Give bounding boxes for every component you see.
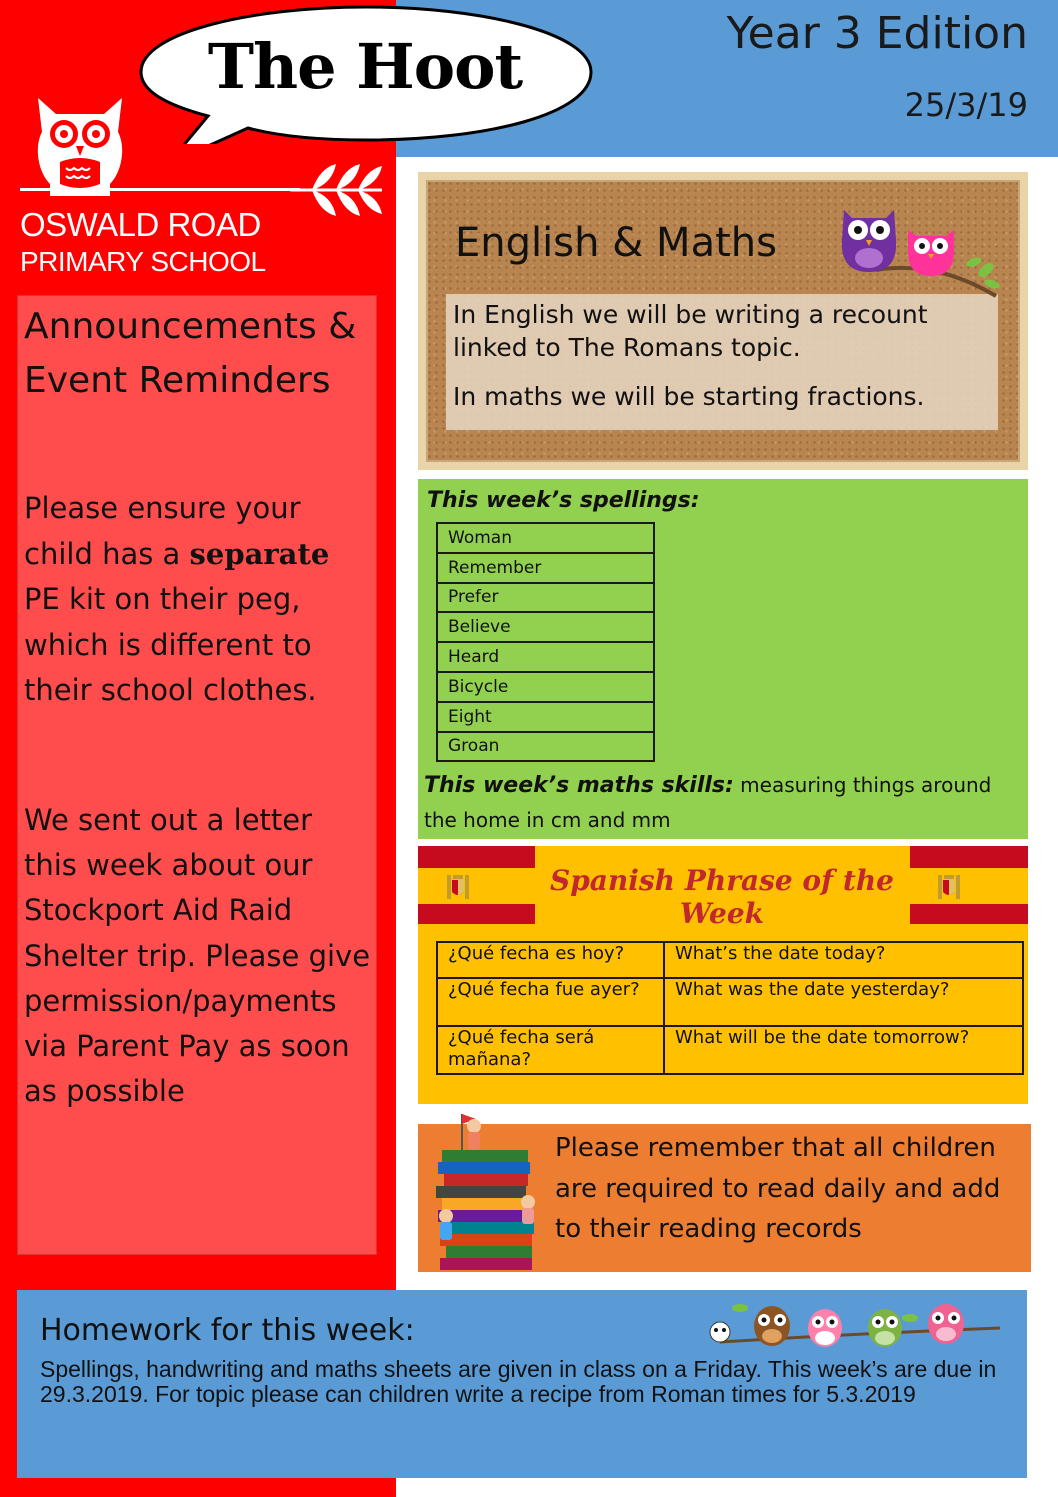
maths-skills-text: measuring things around the home in cm and mm <box>424 773 992 832</box>
edition-label: Year 3 Edition <box>726 8 1028 59</box>
spelling-word: Believe <box>437 612 654 642</box>
spanish-phrase: ¿Qué fecha es hoy? <box>437 942 664 978</box>
newsletter-title: The Hoot <box>207 30 523 103</box>
flag-stripe <box>910 846 1028 868</box>
coat-of-arms-icon <box>443 872 473 902</box>
maths-skills <box>424 768 1024 838</box>
pe-kit-reminder: Please ensure your child has a separate PE kit on their peg, which is different to their school clothes. <box>24 491 330 707</box>
leaves-icon <box>290 160 385 230</box>
spelling-word: Heard <box>437 642 654 672</box>
english-translation: What’s the date today? <box>664 942 1023 978</box>
table-row <box>437 1026 1023 1074</box>
reading-reminder: Please remember that all children are required to read daily and add to their reading records <box>555 1133 1001 1244</box>
table-row <box>437 583 654 613</box>
table-row <box>437 523 654 553</box>
homework-title: Homework for this week: <box>40 1313 415 1348</box>
logo-divider <box>20 188 300 191</box>
announcements-title: Announcements & Event Reminders <box>24 306 357 401</box>
table-row <box>437 702 654 732</box>
flag-stripe <box>418 846 535 868</box>
book-stack-icon <box>428 1110 550 1280</box>
spanish-phrase: ¿Qué fecha será mañana? <box>437 1026 664 1074</box>
english-maths-title: English & Maths <box>455 220 777 266</box>
coat-of-arms-icon <box>934 872 964 902</box>
spelling-word: Groan <box>437 732 654 762</box>
maths-text: In maths we will be starting fractions. <box>453 382 925 411</box>
spellings-title: This week’s spellings: <box>427 488 700 513</box>
spellings-table <box>436 522 655 762</box>
owls-row-icon <box>700 1298 1010 1358</box>
emphasis-separate: separate <box>189 536 330 571</box>
spanish-phrase: ¿Qué fecha fue ayer? <box>437 978 664 1026</box>
table-row <box>437 978 1023 1026</box>
owls-on-branch-icon <box>836 200 1001 300</box>
spelling-word: Bicycle <box>437 672 654 702</box>
spelling-word: Remember <box>437 553 654 583</box>
table-row <box>437 942 1023 978</box>
table-row <box>437 672 654 702</box>
spelling-word: Woman <box>437 523 654 553</box>
table-row <box>437 732 654 762</box>
english-translation: What was the date yesterday? <box>664 978 1023 1026</box>
spelling-word: Prefer <box>437 583 654 613</box>
flag-stripe <box>418 904 535 924</box>
table-row <box>437 612 654 642</box>
english-text: In English we will be writing a recount linked to The Romans topic. <box>453 300 928 362</box>
trip-letter-reminder: We sent out a letter this week about our Stockport Aid Raid Shelter trip. Please give permission/payments via Parent Pay as soon as possible <box>24 803 371 1109</box>
maths-skills-label: This week’s maths skills: <box>424 773 734 798</box>
spanish-title: Spanish Phrase of the Week <box>549 864 894 930</box>
owl-logo-icon <box>30 92 130 202</box>
school-name-line1: OSWALD ROAD <box>20 206 261 243</box>
spelling-word: Eight <box>437 702 654 732</box>
table-row <box>437 553 654 583</box>
issue-date: 25/3/19 <box>904 86 1028 124</box>
homework-text: Spellings, handwriting and maths sheets are given in class on a Friday. This week’s are due in 29.3.2019. For topic please can children write a recipe from Roman times for 5.3.2019 <box>40 1356 997 1407</box>
table-row <box>437 642 654 672</box>
flag-stripe <box>910 904 1028 924</box>
spanish-table <box>436 941 1024 1075</box>
school-name-line2: PRIMARY SCHOOL <box>20 246 266 277</box>
english-translation: What will be the date tomorrow? <box>664 1026 1023 1074</box>
